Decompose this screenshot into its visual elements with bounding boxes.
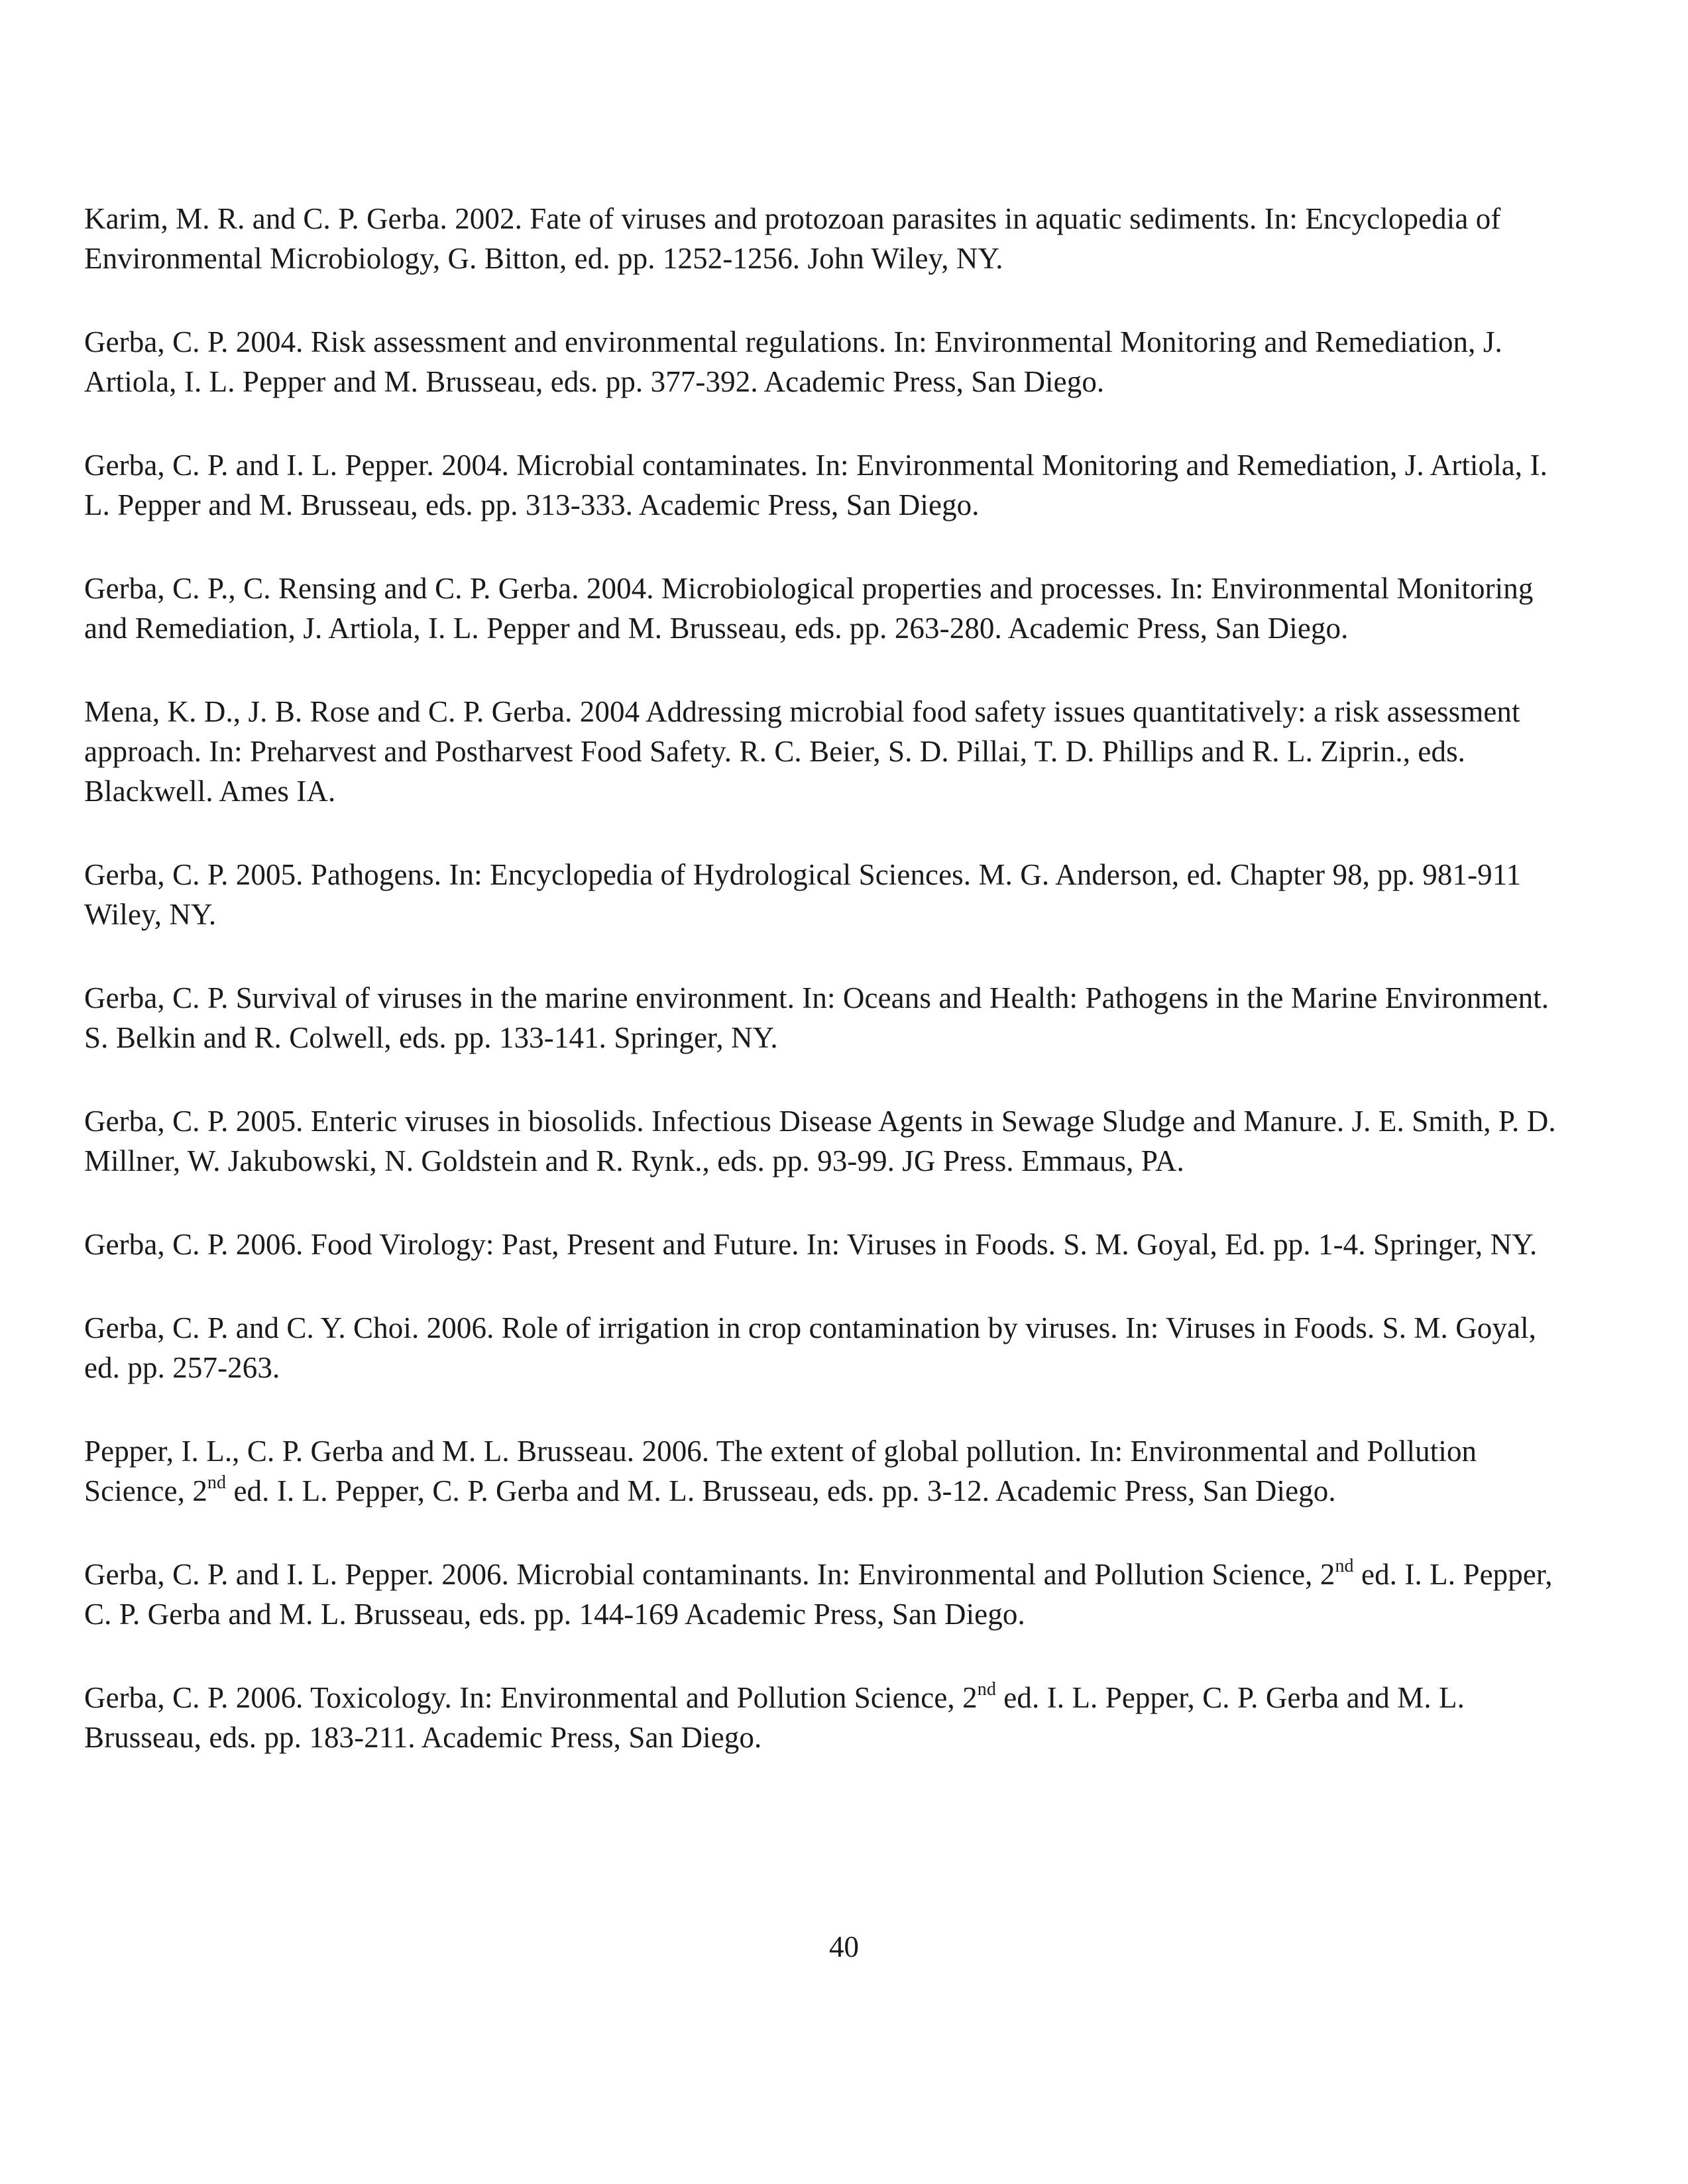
reference-item: Gerba, C. P. 2004. Risk assessment and environmental regulations. In: Environmental Monitoring and Remediation, J. Artiola, I. L. Pepper and M. Brusseau, eds. pp. 377-392. Academic Press, San Diego. [84,325,1502,398]
reference-item: Gerba, C. P. 2005. Pathogens. In: Encyclopedia of Hydrological Sciences. M. G. Anderson, ed. Chapter 98, pp. 981-911 Wiley, NY. [84,858,1522,931]
reference-item: Gerba, C. P., C. Rensing and C. P. Gerba. 2004. Microbiological properties and processes. In: Environmental Monitoring and Remediation, J. Artiola, I. L. Pepper and M. Brusseau, eds. pp. 263-280. Academic Press, San Diego. [84,572,1534,645]
reference-text: ed. I. L. Pepper, C. P. Gerba and M. L. Brusseau, eds. pp. 3-12. Academic Press, San Diego. [226,1474,1336,1507]
reference-item [84,1555,1569,1634]
reference-text: ed. I. L. Pepper, C. P. Gerba and M. L. Brusseau, eds. pp. 183-211. Academic Press, San Diego. [84,1681,1465,1754]
reference-item: Gerba, C. P. 2005. Enteric viruses in biosolids. Infectious Disease Agents in Sewage Sludge and Manure. J. E. Smith, P. D. Millner, W. Jakubowski, N. Goldstein and R. Rynk., eds. pp. 93-99. JG Press. Emmaus, PA. [84,1105,1556,1177]
reference-text: Pepper, I. L., C. P. Gerba and M. L. Brusseau. 2006. The extent of global pollution. In: Environmental and Pollution Science, 2 [84,1435,1477,1507]
reference-text: ed. I. L. Pepper, C. P. Gerba and M. L. Brusseau, eds. pp. 144-169 Academic Press, San Diego. [84,1558,1553,1631]
reference-item: Mena, K. D., J. B. Rose and C. P. Gerba. 2004 Addressing microbial food safety issues quantitatively: a risk assessment approach. In: Preharvest and Postharvest Food Safety. R. C. Beier, S. D. Pillai, T. D. Phillips and R. L. Ziprin., eds. Blackwell. Ames IA. [84,695,1520,808]
reference-item: Gerba, C. P. 2006. Food Virology: Past, Present and Future. In: Viruses in Foods. S. M. Goyal, Ed. pp. 1-4. Springer, NY. [84,1228,1538,1261]
reference-item: Gerba, C. P. Survival of viruses in the marine environment. In: Oceans and Health: Pathogens in the Marine Environment. S. Belkin and R. Colwell, eds. pp. 133-141. Springer, NY. [84,981,1549,1054]
ordinal-superscript: nd [207,1472,227,1493]
reference-text: Gerba, C. P. 2006. Toxicology. In: Environmental and Pollution Science, 2 [84,1681,978,1714]
reference-item [84,1678,1569,1757]
reference-item: Karim, M. R. and C. P. Gerba. 2002. Fate of viruses and protozoan parasites in aquatic sediments. In: Encyclopedia of Environmental Microbiology, G. Bitton, ed. pp. 1252-1256. John Wiley, NY. [84,202,1501,275]
reference-item: Gerba, C. P. and C. Y. Choi. 2006. Role of irrigation in crop contamination by viruses. In: Viruses in Foods. S. M. Goyal, ed. pp. 257-263. [84,1311,1537,1384]
ordinal-superscript: nd [977,1679,996,1700]
reference-item: Gerba, C. P. and I. L. Pepper. 2004. Microbial contaminates. In: Environmental Monitoring and Remediation, J. Artiola, I. L. Pepper and M. Brusseau, eds. pp. 313-333. Academic Press, San Diego. [84,449,1547,521]
ordinal-superscript: nd [1335,1556,1354,1576]
page-number: 40 [829,1930,859,1963]
reference-item [84,1431,1569,1511]
reference-list [84,199,1569,1801]
reference-text: Gerba, C. P. and I. L. Pepper. 2006. Microbial contaminants. In: Environmental and Pollution Science, 2 [84,1558,1335,1591]
